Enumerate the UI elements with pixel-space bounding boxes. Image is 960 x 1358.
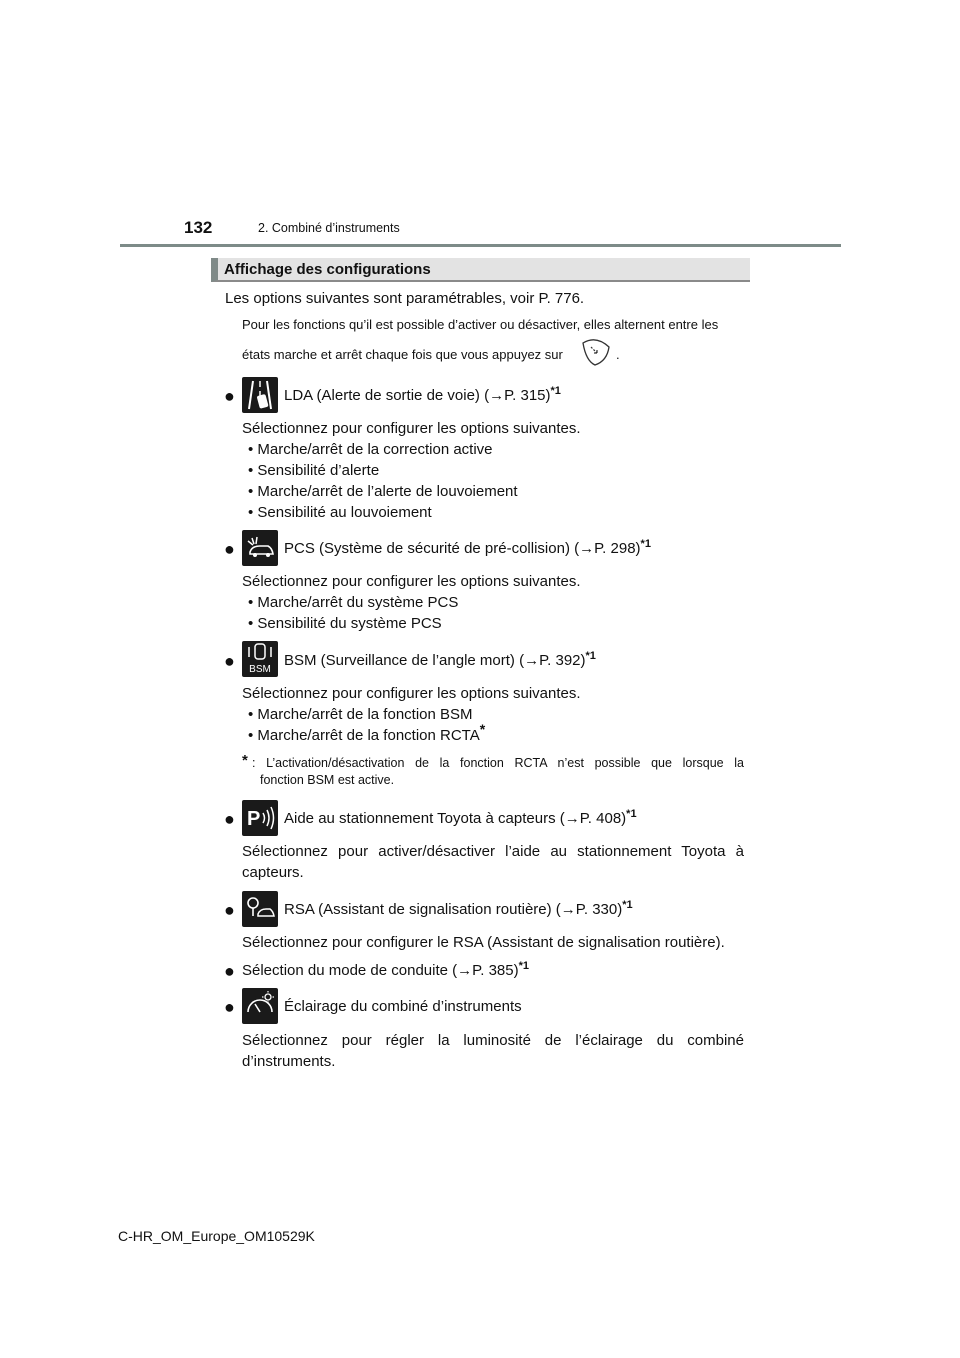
bullet: ●: [224, 539, 235, 559]
item-drive-mode-title: Sélection du mode de conduite (→P. 385)$^{*1}$: [242, 960, 529, 979]
svg-text:P: P: [247, 808, 261, 830]
section-heading: [211, 258, 750, 282]
item-lda-option: • Sensibilité d’alerte: [248, 462, 380, 479]
item-illumination-desc-1: Sélectionnez pour régler la luminosité de l’éclairage du combiné: [242, 1032, 744, 1049]
item-pcs-option: • Marche/arrêt du système PCS: [248, 594, 459, 611]
item-illumination-desc-2: d’instruments.: [242, 1053, 336, 1070]
note-line-1: Pour les fonctions qu’il est possible d’activer ou désactiver, elles alternent entre les: [242, 317, 719, 332]
svg-text:BSM: BSM: [249, 664, 271, 675]
section-title: Affichage des configurations: [224, 261, 431, 278]
item-pcs-desc: Sélectionnez pour configurer les options suivantes.: [242, 573, 581, 590]
parking-assist-sensor-icon: [242, 800, 278, 836]
footnote-mark: *: [242, 752, 248, 769]
item-pcs-option: • Sensibilité du système PCS: [248, 615, 442, 632]
note-line-2: états marche et arrêt chaque fois que vous appuyez sur: [242, 347, 563, 362]
intro-text: Les options suivantes sont paramétrables, voir P. 776.: [225, 290, 585, 307]
bsm-blind-spot-icon: [242, 641, 278, 677]
item-lda-desc: Sélectionnez pour configurer les options suivantes.: [242, 420, 581, 437]
bullet: ●: [224, 997, 235, 1017]
item-pcs-title: PCS (Système de sécurité de pré-collision) (→P. 298)$^{*1}$: [284, 538, 651, 557]
note-end: .: [616, 347, 620, 362]
lda-lane-departure-icon: [242, 377, 278, 413]
item-parking-desc-1: Sélectionnez pour activer/désactiver l’aide au stationnement Toyota à: [242, 843, 744, 860]
bullet: ●: [224, 809, 235, 829]
steering-switch-icon: [580, 337, 612, 372]
item-rsa-desc: Sélectionnez pour configurer le RSA (Assistant de signalisation routière).: [242, 934, 725, 951]
footnote-line-1: : L’activation/désactivation de la fonction RCTA n’est possible que lorsque la: [252, 756, 744, 770]
bullet: ●: [224, 900, 235, 920]
bullet: ●: [224, 961, 235, 981]
item-bsm-title: BSM (Surveillance de l’angle mort) (→P. 392)$^{*1}$: [284, 650, 596, 669]
item-parking-desc-2: capteurs.: [242, 864, 304, 881]
page-number: 132: [184, 218, 213, 237]
item-bsm-desc: Sélectionnez pour configurer les options suivantes.: [242, 685, 581, 702]
item-lda-option: • Marche/arrêt de l’alerte de louvoiement: [248, 483, 518, 500]
item-lda-title: LDA (Alerte de sortie de voie) (→P. 315)$^{*1}$: [284, 385, 561, 404]
item-rsa-title: RSA (Assistant de signalisation routière) (→P. 330)$^{*1}$: [284, 899, 633, 918]
meter-illumination-icon: [242, 988, 278, 1024]
header-rule: [120, 244, 841, 247]
item-lda-option: • Marche/arrêt de la correction active: [248, 441, 493, 458]
chapter-title: 2. Combiné d’instruments: [258, 221, 400, 235]
bullet: ●: [224, 386, 235, 406]
item-illumination-title: Éclairage du combiné d’instruments: [284, 998, 522, 1015]
item-bsm-option: • Marche/arrêt de la fonction RCTA*: [248, 721, 486, 744]
item-parking-title: Aide au stationnement Toyota à capteurs (→P. 408)$^{*1}$: [284, 808, 637, 827]
bullet: ●: [224, 651, 235, 671]
rsa-road-sign-assist-icon: [242, 891, 278, 927]
footnote-line-2: fonction BSM est active.: [260, 773, 395, 787]
document-footer-code: C-HR_OM_Europe_OM10529K: [118, 1228, 315, 1244]
item-bsm-option: • Marche/arrêt de la fonction BSM: [248, 706, 473, 723]
item-lda-option: • Sensibilité au louvoiement: [248, 504, 432, 521]
pcs-pre-collision-icon: [242, 530, 278, 566]
